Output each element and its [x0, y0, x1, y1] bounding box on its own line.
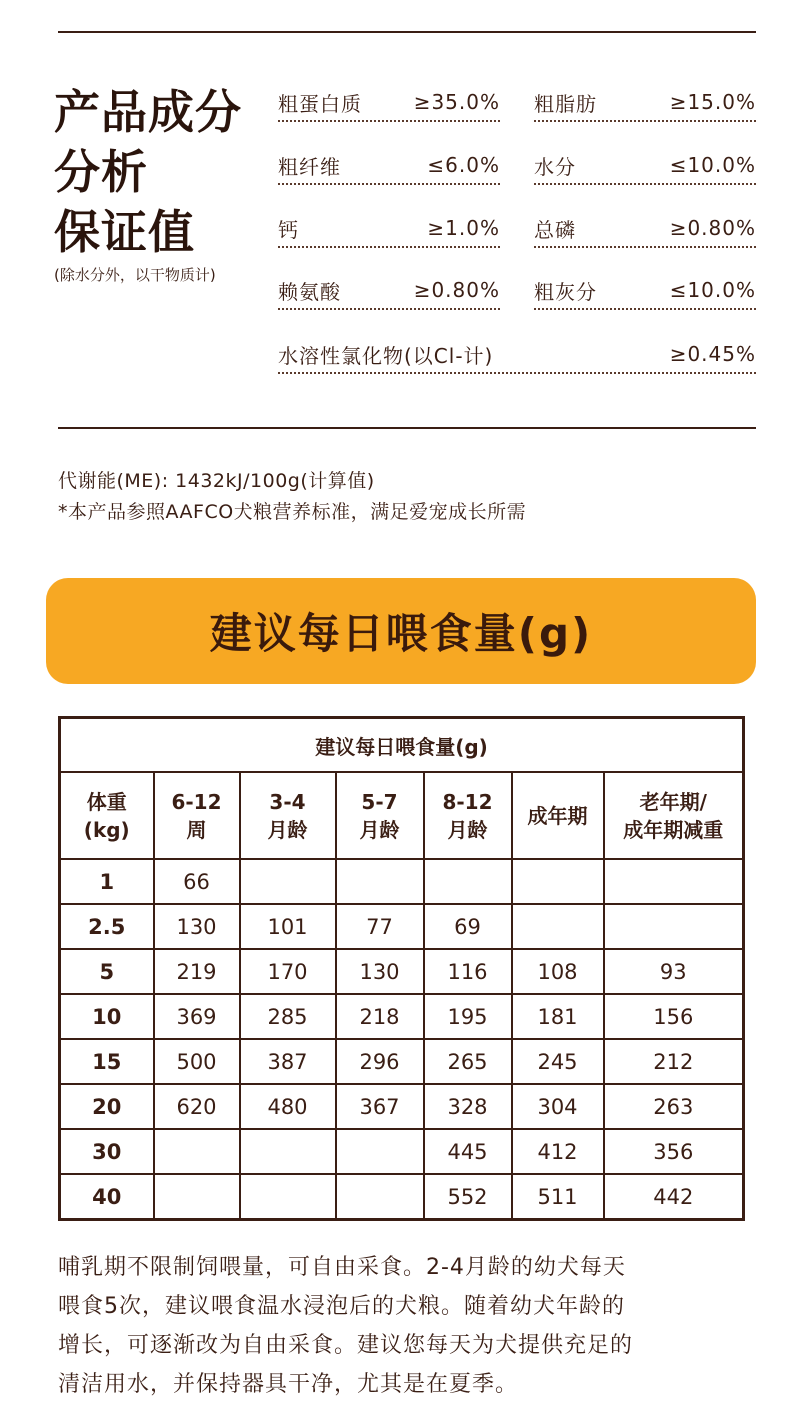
amount-cell: 620: [154, 1084, 240, 1129]
column-header: 体重 (kg): [60, 772, 154, 859]
column-header: 成年期: [512, 772, 604, 859]
amount-cell: 116: [424, 949, 512, 994]
amount-cell: 387: [240, 1039, 336, 1084]
amount-cell: [154, 1174, 240, 1220]
weight-cell: 5: [60, 949, 154, 994]
amount-cell: 212: [604, 1039, 744, 1084]
amount-cell: 156: [604, 994, 744, 1039]
amount-cell: 367: [336, 1084, 424, 1129]
amount-cell: [336, 1129, 424, 1174]
weight-cell: 1: [60, 859, 154, 904]
nutrient-value: ≤6.0%: [427, 153, 500, 177]
nutrient-name: 水溶性氯化物(以Cl-计): [278, 343, 494, 368]
table-caption: 建议每日喂食量(g): [60, 718, 744, 773]
table-row: [60, 1174, 744, 1220]
nutrient-item: [278, 147, 500, 185]
nutrient-row: [0, 84, 790, 124]
amount-cell: [336, 859, 424, 904]
metabolizable-energy: 代谢能(ME): 1432kJ/100g(计算值): [58, 470, 375, 492]
title-line: 分析: [54, 145, 148, 199]
amount-cell: [512, 859, 604, 904]
column-header: 3-4 月龄: [240, 772, 336, 859]
nutrient-item: [534, 147, 756, 185]
weight-cell: 30: [60, 1129, 154, 1174]
amount-cell: 195: [424, 994, 512, 1039]
banner-title: 建议每日喂食量(g): [209, 609, 593, 658]
amount-cell: 263: [604, 1084, 744, 1129]
amount-cell: 442: [604, 1174, 744, 1220]
amount-cell: [240, 1129, 336, 1174]
weight-cell: 10: [60, 994, 154, 1039]
amount-cell: 265: [424, 1039, 512, 1084]
nutrient-value: ≥0.80%: [669, 216, 756, 240]
nutrient-name: 钙: [278, 217, 299, 242]
amount-cell: 101: [240, 904, 336, 949]
nutrient-name: 粗纤维: [278, 154, 341, 179]
amount-cell: 245: [512, 1039, 604, 1084]
amount-cell: [424, 859, 512, 904]
amount-cell: [604, 904, 744, 949]
table-row: [60, 1129, 744, 1174]
nutrient-row: [0, 272, 790, 312]
nutrient-value: ≤10.0%: [669, 153, 756, 177]
column-header: 8-12 月龄: [424, 772, 512, 859]
amount-cell: 296: [336, 1039, 424, 1084]
nutrient-name: 粗蛋白质: [278, 91, 362, 116]
amount-cell: 170: [240, 949, 336, 994]
feeding-table: [58, 716, 745, 1221]
aafco-note: *本产品参照AAFCO犬粮营养标准，满足爱宠成长所需: [58, 501, 527, 523]
nutrient-item: [534, 210, 756, 248]
amount-cell: 369: [154, 994, 240, 1039]
note-line: 清洁用水，并保持器具干净，尤其是在夏季。: [58, 1372, 519, 1397]
nutrient-value: ≥35.0%: [413, 90, 500, 114]
feeding-instructions: [58, 1248, 758, 1404]
table-row: [60, 994, 744, 1039]
table-row: [60, 1084, 744, 1129]
amount-cell: 69: [424, 904, 512, 949]
amount-cell: 218: [336, 994, 424, 1039]
table-row: [60, 949, 744, 994]
title-line: 保证值: [54, 205, 195, 259]
note-line: 喂食5次，建议喂食温水浸泡后的犬粮。随着幼犬年龄的: [58, 1294, 625, 1319]
nutrient-item: [534, 272, 756, 310]
amount-cell: [240, 1174, 336, 1220]
amount-cell: 93: [604, 949, 744, 994]
nutrient-name: 总磷: [534, 217, 576, 242]
nutrient-item: [278, 210, 500, 248]
amount-cell: 412: [512, 1129, 604, 1174]
nutrient-row: [0, 336, 790, 376]
amount-cell: 130: [154, 904, 240, 949]
nutrient-name: 赖氨酸: [278, 279, 341, 304]
amount-cell: 77: [336, 904, 424, 949]
dry-matter-note: (除水分外，以干物质计): [54, 266, 216, 284]
amount-cell: 181: [512, 994, 604, 1039]
amount-cell: 356: [604, 1129, 744, 1174]
nutrient-row: [0, 210, 790, 250]
top-divider: [58, 31, 756, 33]
amount-cell: 304: [512, 1084, 604, 1129]
nutrient-name: 水分: [534, 154, 576, 179]
column-header: 5-7 月龄: [336, 772, 424, 859]
amount-cell: 328: [424, 1084, 512, 1129]
weight-cell: 20: [60, 1084, 154, 1129]
nutrient-value: ≥15.0%: [669, 90, 756, 114]
weight-cell: 40: [60, 1174, 154, 1220]
note-line: 哺乳期不限制饲喂量，可自由采食。2-4月龄的幼犬每天: [58, 1255, 626, 1280]
nutrient-row: [0, 147, 790, 187]
column-header: 6-12 周: [154, 772, 240, 859]
feeding-banner: [46, 578, 756, 684]
nutrient-item: [534, 84, 756, 122]
nutrient-value: ≤10.0%: [669, 278, 756, 302]
nutrient-value: ≥0.45%: [669, 342, 756, 366]
table-row: [60, 904, 744, 949]
amount-cell: [336, 1174, 424, 1220]
amount-cell: 511: [512, 1174, 604, 1220]
amount-cell: [604, 859, 744, 904]
nutrient-value: ≥1.0%: [427, 216, 500, 240]
table-row: [60, 1039, 744, 1084]
amount-cell: [240, 859, 336, 904]
weight-cell: 15: [60, 1039, 154, 1084]
middle-divider: [58, 427, 756, 429]
nutrient-item: [278, 336, 756, 374]
amount-cell: 130: [336, 949, 424, 994]
amount-cell: 552: [424, 1174, 512, 1220]
nutrient-name: 粗脂肪: [534, 91, 597, 116]
amount-cell: 480: [240, 1084, 336, 1129]
column-header: 老年期/ 成年期减重: [604, 772, 744, 859]
amount-cell: 445: [424, 1129, 512, 1174]
note-line: 增长，可逐渐改为自由采食。建议您每天为犬提供充足的: [58, 1333, 634, 1358]
nutrient-name: 粗灰分: [534, 279, 597, 304]
amount-cell: 219: [154, 949, 240, 994]
amount-cell: [154, 1129, 240, 1174]
table-body: [60, 859, 744, 1220]
nutrient-item: [278, 84, 500, 122]
table-row: [60, 859, 744, 904]
nutrient-value: ≥0.80%: [413, 278, 500, 302]
energy-info: [58, 466, 526, 528]
nutrient-item: [278, 272, 500, 310]
amount-cell: 285: [240, 994, 336, 1039]
amount-cell: [512, 904, 604, 949]
amount-cell: 500: [154, 1039, 240, 1084]
weight-cell: 2.5: [60, 904, 154, 949]
title-line: 产品成分: [54, 85, 242, 139]
amount-cell: 108: [512, 949, 604, 994]
amount-cell: 66: [154, 859, 240, 904]
